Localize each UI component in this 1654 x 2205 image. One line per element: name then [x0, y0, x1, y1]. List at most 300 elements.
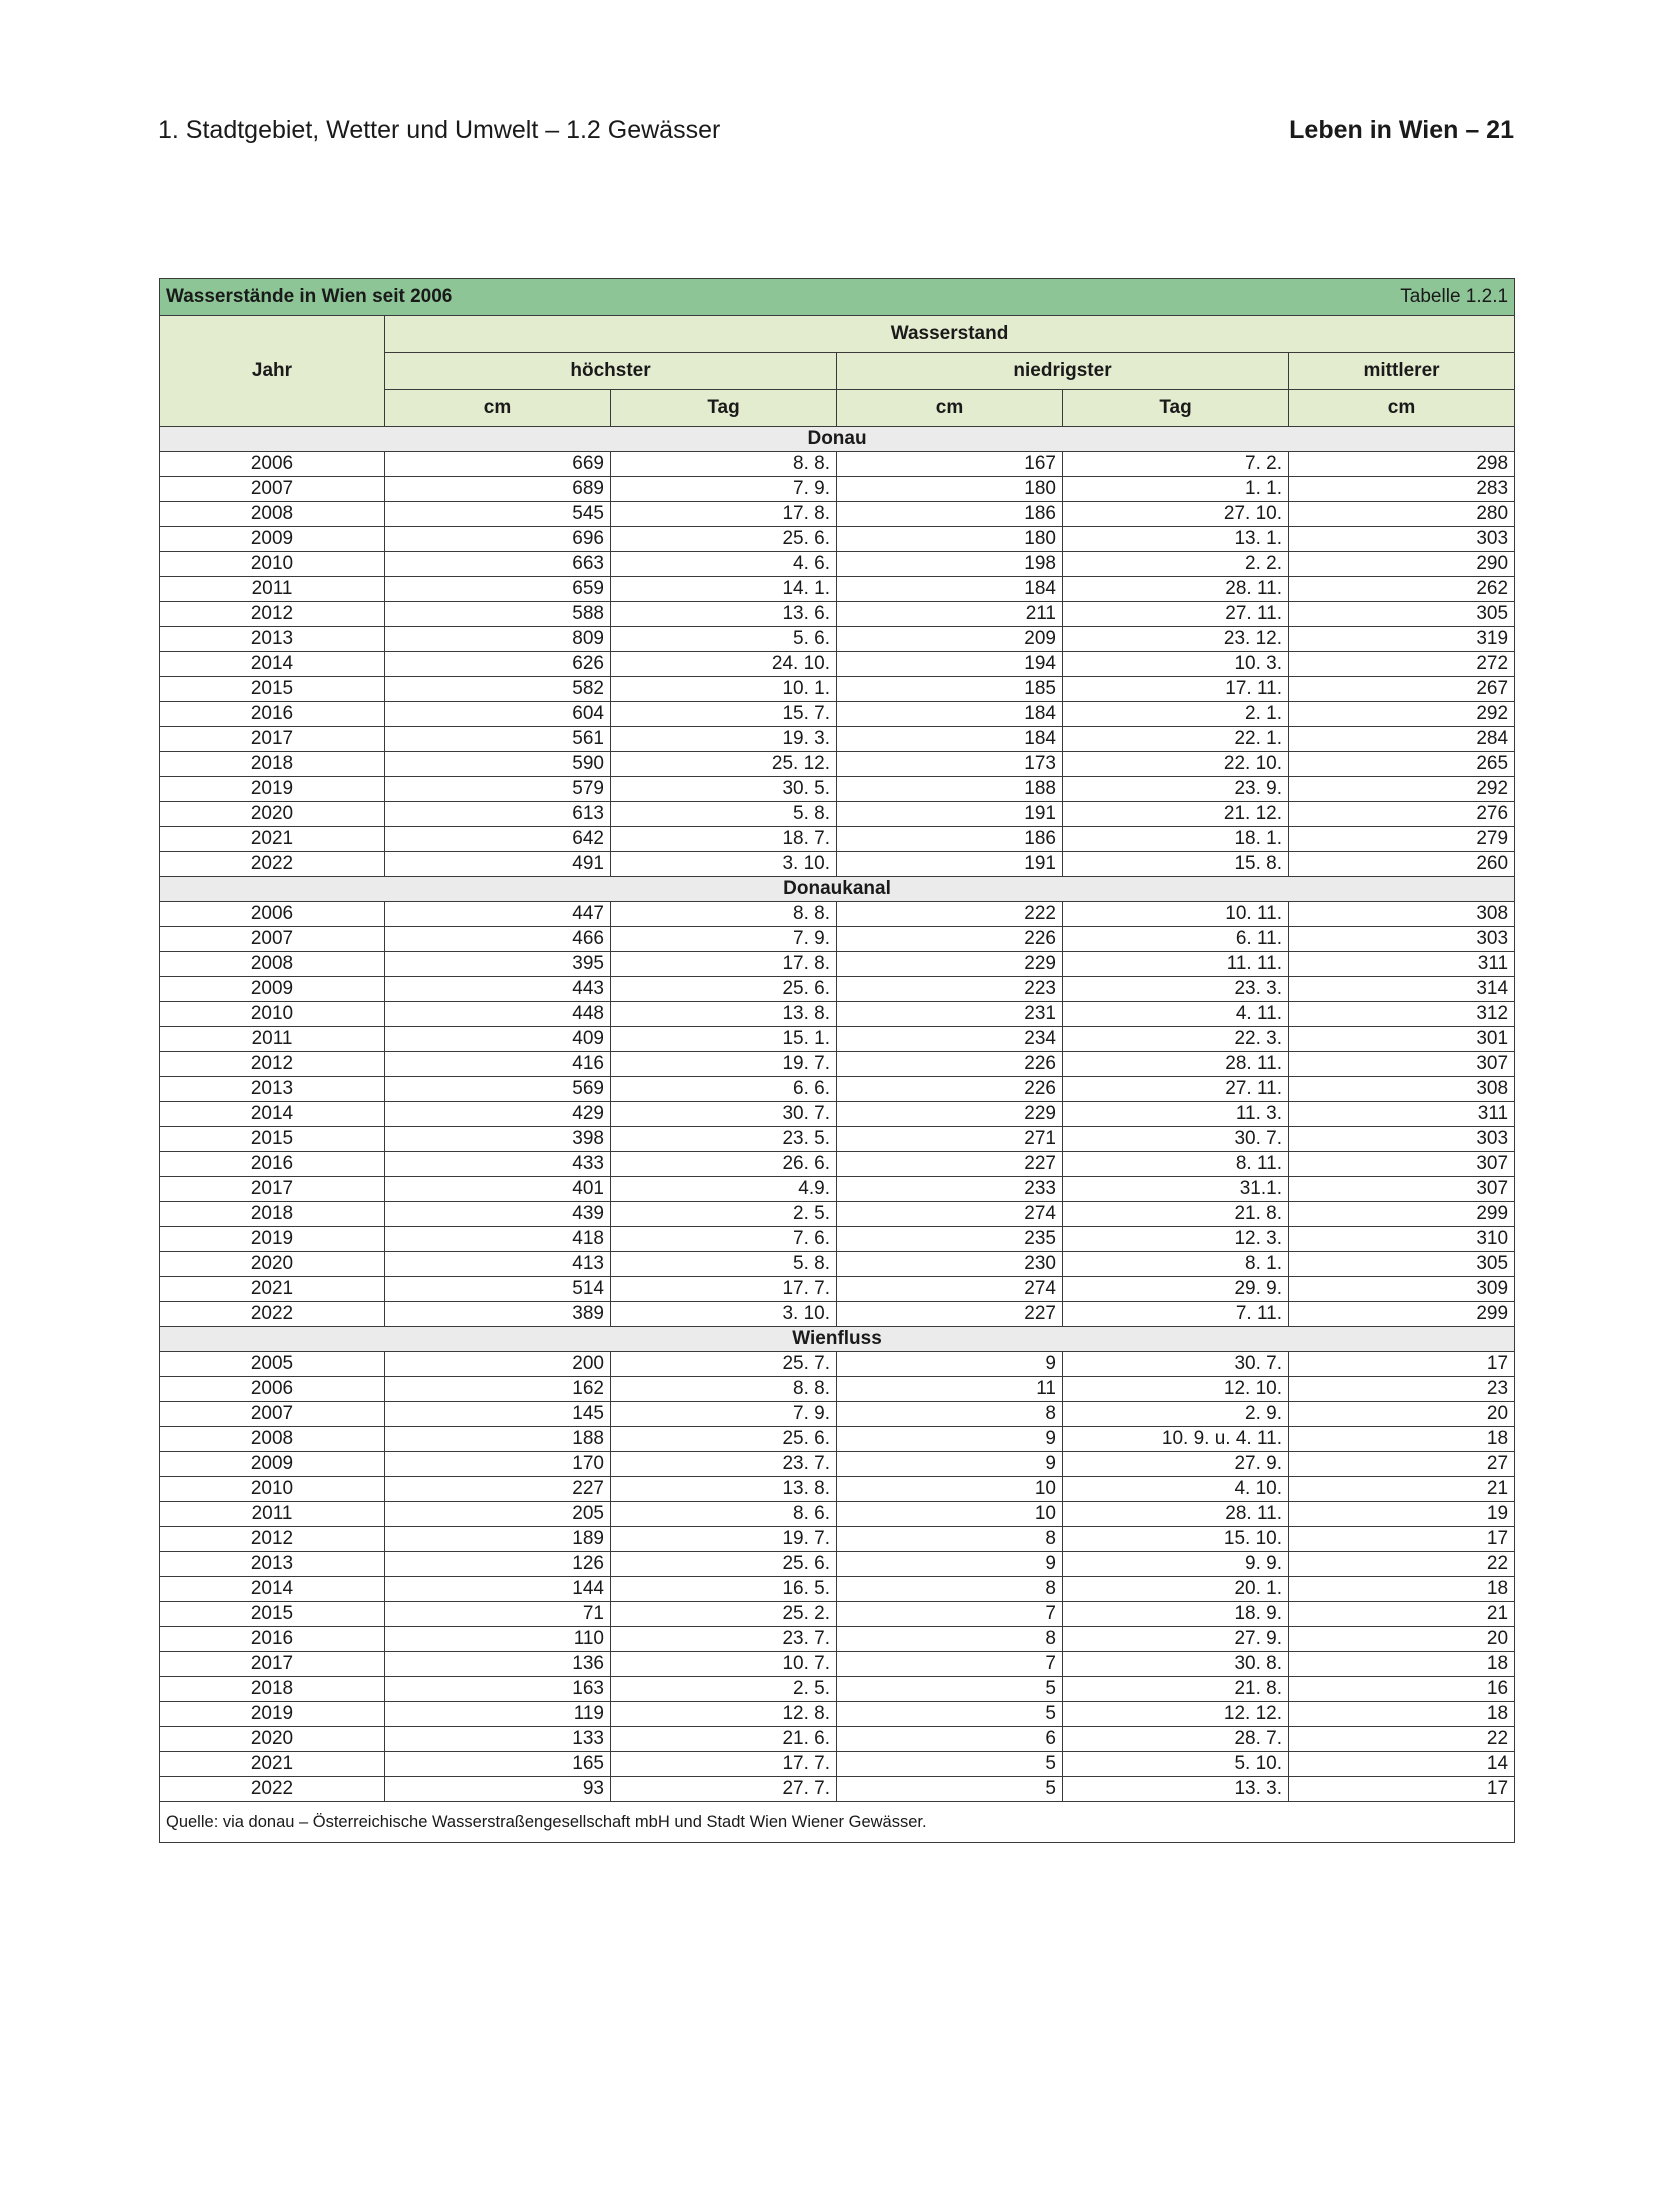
table-cell: 22. 3. — [1063, 1027, 1289, 1052]
table-cell: 20 — [1289, 1627, 1515, 1652]
table-cell: 2016 — [160, 1627, 385, 1652]
table-cell: 19. 3. — [611, 727, 837, 752]
table-cell: 514 — [385, 1277, 611, 1302]
table-cell: 5 — [837, 1777, 1063, 1802]
table-cell: 10 — [837, 1502, 1063, 1527]
table-cell: 308 — [1289, 902, 1515, 927]
table-cell: 133 — [385, 1727, 611, 1752]
table-cell: 2009 — [160, 977, 385, 1002]
table-row — [160, 1602, 1515, 1627]
table-cell: 6 — [837, 1727, 1063, 1752]
table-cell: 433 — [385, 1152, 611, 1177]
table-cell: 205 — [385, 1502, 611, 1527]
table-cell: 299 — [1289, 1302, 1515, 1327]
table-cell: 2009 — [160, 527, 385, 552]
table-cell: 2012 — [160, 1052, 385, 1077]
table-cell: 15. 10. — [1063, 1527, 1289, 1552]
col-unit-tag: Tag — [611, 390, 837, 427]
table-cell: 309 — [1289, 1277, 1515, 1302]
table-cell: 17 — [1289, 1777, 1515, 1802]
table-cell: 2020 — [160, 1252, 385, 1277]
table-cell: 2020 — [160, 802, 385, 827]
table-cell: 2018 — [160, 752, 385, 777]
table-row — [160, 1352, 1515, 1377]
table-cell: 8. 8. — [611, 1377, 837, 1402]
table-row — [160, 1027, 1515, 1052]
table-cell: 180 — [837, 527, 1063, 552]
table-cell: 5 — [837, 1752, 1063, 1777]
table-cell: 10. 11. — [1063, 902, 1289, 927]
table-cell: 186 — [837, 502, 1063, 527]
table-cell: 13. 6. — [611, 602, 837, 627]
table-title-row — [160, 279, 1515, 316]
table-row — [160, 752, 1515, 777]
table-cell: 401 — [385, 1177, 611, 1202]
table-cell: 290 — [1289, 552, 1515, 577]
col-unit-cm: cm — [837, 390, 1063, 427]
table-cell: 18 — [1289, 1702, 1515, 1727]
table-row — [160, 1052, 1515, 1077]
table-cell: 15. 8. — [1063, 852, 1289, 877]
table-cell: 4.9. — [611, 1177, 837, 1202]
table-cell: 180 — [837, 477, 1063, 502]
table-cell: 292 — [1289, 702, 1515, 727]
table-cell: 2010 — [160, 1002, 385, 1027]
table-cell: 265 — [1289, 752, 1515, 777]
col-niedrigster: niedrigster — [837, 353, 1289, 390]
table-cell: 2015 — [160, 1602, 385, 1627]
table-cell: 283 — [1289, 477, 1515, 502]
table-cell: 18 — [1289, 1577, 1515, 1602]
table-cell: 2014 — [160, 1102, 385, 1127]
table-cell: 6. 11. — [1063, 927, 1289, 952]
table-cell: 279 — [1289, 827, 1515, 852]
table-row — [160, 802, 1515, 827]
table-cell: 545 — [385, 502, 611, 527]
table-cell: 27. 7. — [611, 1777, 837, 1802]
table-row — [160, 577, 1515, 602]
table-cell: 18. 9. — [1063, 1602, 1289, 1627]
table-cell: 613 — [385, 802, 611, 827]
table-cell: 13. 3. — [1063, 1777, 1289, 1802]
table-cell: 299 — [1289, 1202, 1515, 1227]
table-cell: 696 — [385, 527, 611, 552]
table-cell: 234 — [837, 1027, 1063, 1052]
table-cell: 276 — [1289, 802, 1515, 827]
table-cell: 165 — [385, 1752, 611, 1777]
table-cell: 20. 1. — [1063, 1577, 1289, 1602]
table-cell: 209 — [837, 627, 1063, 652]
table-cell: 12. 10. — [1063, 1377, 1289, 1402]
table-cell: 13. 8. — [611, 1002, 837, 1027]
table-cell: 305 — [1289, 602, 1515, 627]
section-label: Donau — [160, 427, 1515, 452]
table-cell: 27. 9. — [1063, 1627, 1289, 1652]
table-cell: 23. 5. — [611, 1127, 837, 1152]
table-body — [160, 427, 1515, 1802]
table-cell: 9 — [837, 1352, 1063, 1377]
table-cell: 669 — [385, 452, 611, 477]
table-cell: 162 — [385, 1377, 611, 1402]
table-cell: 303 — [1289, 527, 1515, 552]
table-cell: 311 — [1289, 952, 1515, 977]
table-cell: 230 — [837, 1252, 1063, 1277]
table-cell: 7. 2. — [1063, 452, 1289, 477]
table-cell: 2012 — [160, 602, 385, 627]
table-cell: 689 — [385, 477, 611, 502]
table-cell: 28. 11. — [1063, 1502, 1289, 1527]
table-cell: 582 — [385, 677, 611, 702]
table-cell: 21. 6. — [611, 1727, 837, 1752]
table-cell: 184 — [837, 702, 1063, 727]
table-cell: 2019 — [160, 1227, 385, 1252]
table-cell: 429 — [385, 1102, 611, 1127]
table-cell: 2008 — [160, 502, 385, 527]
table-cell: 3. 10. — [611, 1302, 837, 1327]
table-cell: 274 — [837, 1202, 1063, 1227]
table-row — [160, 702, 1515, 727]
table-cell: 15. 1. — [611, 1027, 837, 1052]
table-row — [160, 602, 1515, 627]
table-cell: 22 — [1289, 1727, 1515, 1752]
table-cell: 25. 12. — [611, 752, 837, 777]
table-row — [160, 527, 1515, 552]
table-cell: 2. 5. — [611, 1677, 837, 1702]
table-cell: 274 — [837, 1277, 1063, 1302]
table-cell: 2013 — [160, 627, 385, 652]
table-cell: 8. 6. — [611, 1502, 837, 1527]
table-cell: 12. 3. — [1063, 1227, 1289, 1252]
table-cell: 2013 — [160, 1077, 385, 1102]
table-cell: 8. 8. — [611, 902, 837, 927]
table-cell: 22 — [1289, 1552, 1515, 1577]
table-cell: 27. 10. — [1063, 502, 1289, 527]
table-cell: 448 — [385, 1002, 611, 1027]
table-cell: 2013 — [160, 1552, 385, 1577]
table-row — [160, 1627, 1515, 1652]
table-cell: 9. 9. — [1063, 1552, 1289, 1577]
table-cell: 260 — [1289, 852, 1515, 877]
table-row — [160, 952, 1515, 977]
table-cell: 2019 — [160, 1702, 385, 1727]
table-cell: 2007 — [160, 927, 385, 952]
table-cell: 590 — [385, 752, 611, 777]
table-row — [160, 1177, 1515, 1202]
table-cell: 2005 — [160, 1352, 385, 1377]
table-cell: 2017 — [160, 727, 385, 752]
table-row — [160, 1127, 1515, 1152]
table-cell: 28. 7. — [1063, 1727, 1289, 1752]
table-cell: 2017 — [160, 1177, 385, 1202]
table-cell: 2016 — [160, 1152, 385, 1177]
table-cell: 167 — [837, 452, 1063, 477]
table-cell: 25. 6. — [611, 527, 837, 552]
table-cell: 27. 11. — [1063, 602, 1289, 627]
table-cell: 2022 — [160, 1302, 385, 1327]
table-cell: 2006 — [160, 452, 385, 477]
table-cell: 226 — [837, 927, 1063, 952]
table-number: Tabelle 1.2.1 — [1400, 286, 1509, 307]
table-cell: 23 — [1289, 1377, 1515, 1402]
table-cell: 8. 8. — [611, 452, 837, 477]
section-row — [160, 427, 1515, 452]
table-cell: 8. 1. — [1063, 1252, 1289, 1277]
table-cell: 24. 10. — [611, 652, 837, 677]
table-row — [160, 502, 1515, 527]
table-cell: 23. 9. — [1063, 777, 1289, 802]
table-cell: 184 — [837, 577, 1063, 602]
table-cell: 2007 — [160, 477, 385, 502]
table-cell: 1. 1. — [1063, 477, 1289, 502]
table-cell: 144 — [385, 1577, 611, 1602]
table-cell: 2015 — [160, 1127, 385, 1152]
table-cell: 16. 5. — [611, 1577, 837, 1602]
table-cell: 17. 11. — [1063, 677, 1289, 702]
table-row — [160, 1477, 1515, 1502]
table-cell: 30. 7. — [611, 1102, 837, 1127]
table-row — [160, 1777, 1515, 1802]
section-row — [160, 1327, 1515, 1352]
table-cell: 2008 — [160, 952, 385, 977]
table-cell: 292 — [1289, 777, 1515, 802]
table-cell: 2. 5. — [611, 1202, 837, 1227]
table-cell: 413 — [385, 1252, 611, 1277]
table-cell: 2018 — [160, 1202, 385, 1227]
table-cell: 9 — [837, 1427, 1063, 1452]
table-cell: 416 — [385, 1052, 611, 1077]
table-cell: 10. 9. u. 4. 11. — [1063, 1427, 1289, 1452]
table-cell: 22. 10. — [1063, 752, 1289, 777]
table-cell: 8 — [837, 1577, 1063, 1602]
table-cell: 491 — [385, 852, 611, 877]
col-wasserstand: Wasserstand — [385, 316, 1515, 353]
table-cell: 579 — [385, 777, 611, 802]
table-cell: 110 — [385, 1627, 611, 1652]
table-cell: 398 — [385, 1127, 611, 1152]
table-cell: 659 — [385, 577, 611, 602]
table-cell: 2019 — [160, 777, 385, 802]
table-cell: 10. 3. — [1063, 652, 1289, 677]
table-row — [160, 1677, 1515, 1702]
table-cell: 186 — [837, 827, 1063, 852]
section-label: Wienfluss — [160, 1327, 1515, 1352]
table-row — [160, 1702, 1515, 1727]
table-cell: 191 — [837, 802, 1063, 827]
col-hoechster: höchster — [385, 353, 837, 390]
table-cell: 2006 — [160, 1377, 385, 1402]
table-row — [160, 1277, 1515, 1302]
table-cell: 5. 10. — [1063, 1752, 1289, 1777]
table-cell: 14 — [1289, 1752, 1515, 1777]
table-cell: 2008 — [160, 1427, 385, 1452]
table-row — [160, 1227, 1515, 1252]
table-cell: 136 — [385, 1652, 611, 1677]
table-cell: 191 — [837, 852, 1063, 877]
table-cell: 21. 8. — [1063, 1677, 1289, 1702]
table-cell: 21. 12. — [1063, 802, 1289, 827]
table-row — [160, 727, 1515, 752]
table-cell: 25. 6. — [611, 977, 837, 1002]
table-cell: 280 — [1289, 502, 1515, 527]
table-cell: 395 — [385, 952, 611, 977]
table-cell: 298 — [1289, 452, 1515, 477]
table-cell: 17. 8. — [611, 952, 837, 977]
table-cell: 301 — [1289, 1027, 1515, 1052]
table-cell: 25. 6. — [611, 1427, 837, 1452]
table-row — [160, 1502, 1515, 1527]
table-cell: 25. 7. — [611, 1352, 837, 1377]
section-row — [160, 877, 1515, 902]
table-cell: 17 — [1289, 1352, 1515, 1377]
table-cell: 27. 11. — [1063, 1077, 1289, 1102]
table-cell: 200 — [385, 1352, 611, 1377]
table-cell: 10. 7. — [611, 1652, 837, 1677]
table-cell: 26. 6. — [611, 1152, 837, 1177]
table-cell: 2011 — [160, 1027, 385, 1052]
table-source: Quelle: via donau – Österreichische Wasserstraßengesellschaft mbH und Stadt Wien Wiener Gewässer. — [160, 1802, 1515, 1843]
table-cell: 7 — [837, 1602, 1063, 1627]
table-cell: 18 — [1289, 1652, 1515, 1677]
table-cell: 29. 9. — [1063, 1277, 1289, 1302]
table-cell: 226 — [837, 1077, 1063, 1102]
table-cell: 5. 8. — [611, 1252, 837, 1277]
table-cell: 188 — [837, 777, 1063, 802]
table-cell: 19 — [1289, 1502, 1515, 1527]
table-row — [160, 1302, 1515, 1327]
table-title: Wasserstände in Wien seit 2006 — [166, 286, 453, 307]
table-cell: 11. 3. — [1063, 1102, 1289, 1127]
table-row — [160, 677, 1515, 702]
table-cell: 227 — [385, 1477, 611, 1502]
table-row — [160, 977, 1515, 1002]
table-cell: 8 — [837, 1527, 1063, 1552]
table-row — [160, 627, 1515, 652]
table-row — [160, 1252, 1515, 1277]
table-cell: 2. 2. — [1063, 552, 1289, 577]
table-cell: 189 — [385, 1527, 611, 1552]
col-unit-tag: Tag — [1063, 390, 1289, 427]
table-cell: 22. 1. — [1063, 727, 1289, 752]
table-row — [160, 1377, 1515, 1402]
table-cell: 314 — [1289, 977, 1515, 1002]
page-number-label: Leben in Wien – 21 — [1289, 116, 1514, 144]
table-cell: 211 — [837, 602, 1063, 627]
table-cell: 569 — [385, 1077, 611, 1102]
table-cell: 23. 7. — [611, 1627, 837, 1652]
table-cell: 5 — [837, 1677, 1063, 1702]
table-cell: 9 — [837, 1452, 1063, 1477]
col-mittlerer: mittlerer — [1289, 353, 1515, 390]
table-row — [160, 1552, 1515, 1577]
table-cell: 2022 — [160, 1777, 385, 1802]
table-row — [160, 902, 1515, 927]
table-cell: 20 — [1289, 1402, 1515, 1427]
table-cell: 30. 7. — [1063, 1352, 1289, 1377]
table-cell: 23. 3. — [1063, 977, 1289, 1002]
table-cell: 4. 10. — [1063, 1477, 1289, 1502]
table-cell: 2017 — [160, 1652, 385, 1677]
table-cell: 5. 6. — [611, 627, 837, 652]
table-cell: 2010 — [160, 1477, 385, 1502]
table-cell: 2018 — [160, 1677, 385, 1702]
table-cell: 303 — [1289, 1127, 1515, 1152]
table-cell: 307 — [1289, 1052, 1515, 1077]
table-cell: 18. 7. — [611, 827, 837, 852]
table-row — [160, 1102, 1515, 1127]
table-cell: 2. 1. — [1063, 702, 1289, 727]
table-row — [160, 1202, 1515, 1227]
table-row — [160, 927, 1515, 952]
table-cell: 262 — [1289, 577, 1515, 602]
table-row — [160, 1077, 1515, 1102]
table-cell: 25. 2. — [611, 1602, 837, 1627]
table-row — [160, 1652, 1515, 1677]
table-cell: 21 — [1289, 1477, 1515, 1502]
table-cell: 184 — [837, 727, 1063, 752]
table-cell: 227 — [837, 1152, 1063, 1177]
table-cell: 10 — [837, 1477, 1063, 1502]
table-cell: 8 — [837, 1627, 1063, 1652]
table-cell: 30. 5. — [611, 777, 837, 802]
table-cell: 310 — [1289, 1227, 1515, 1252]
table-cell: 18 — [1289, 1427, 1515, 1452]
table-cell: 6. 6. — [611, 1077, 837, 1102]
table-cell: 13. 8. — [611, 1477, 837, 1502]
table-cell: 31.1. — [1063, 1177, 1289, 1202]
table-row — [160, 852, 1515, 877]
table-row — [160, 1427, 1515, 1452]
table-cell: 2012 — [160, 1527, 385, 1552]
table-cell: 311 — [1289, 1102, 1515, 1127]
table-cell: 272 — [1289, 652, 1515, 677]
col-unit-cm: cm — [1289, 390, 1515, 427]
table-cell: 93 — [385, 1777, 611, 1802]
section-label: Donaukanal — [160, 877, 1515, 902]
table-cell: 307 — [1289, 1177, 1515, 1202]
table-cell: 14. 1. — [611, 577, 837, 602]
table-cell: 28. 11. — [1063, 577, 1289, 602]
table-cell: 312 — [1289, 1002, 1515, 1027]
table-cell: 126 — [385, 1552, 611, 1577]
table-cell: 418 — [385, 1227, 611, 1252]
table-row — [160, 1527, 1515, 1552]
table-cell: 809 — [385, 627, 611, 652]
table-cell: 18. 1. — [1063, 827, 1289, 852]
table-cell: 7 — [837, 1652, 1063, 1677]
table-cell: 17. 8. — [611, 502, 837, 527]
table-cell: 439 — [385, 1202, 611, 1227]
table-cell: 2021 — [160, 827, 385, 852]
table-cell: 13. 1. — [1063, 527, 1289, 552]
table-cell: 2014 — [160, 652, 385, 677]
chapter-title: 1. Stadtgebiet, Wetter und Umwelt – 1.2 Gewässer — [158, 116, 721, 144]
table-cell: 663 — [385, 552, 611, 577]
table-cell: 226 — [837, 1052, 1063, 1077]
table-cell: 17 — [1289, 1527, 1515, 1552]
table-cell: 9 — [837, 1552, 1063, 1577]
table-cell: 8. 11. — [1063, 1152, 1289, 1177]
table-cell: 21. 8. — [1063, 1202, 1289, 1227]
table-row — [160, 1402, 1515, 1427]
table-cell: 2020 — [160, 1727, 385, 1752]
table-cell: 307 — [1289, 1152, 1515, 1177]
table-cell: 7. 9. — [611, 927, 837, 952]
table-cell: 466 — [385, 927, 611, 952]
table-cell: 17. 7. — [611, 1277, 837, 1302]
table-cell: 11. 11. — [1063, 952, 1289, 977]
page-header — [158, 112, 1514, 148]
table-cell: 2. 9. — [1063, 1402, 1289, 1427]
